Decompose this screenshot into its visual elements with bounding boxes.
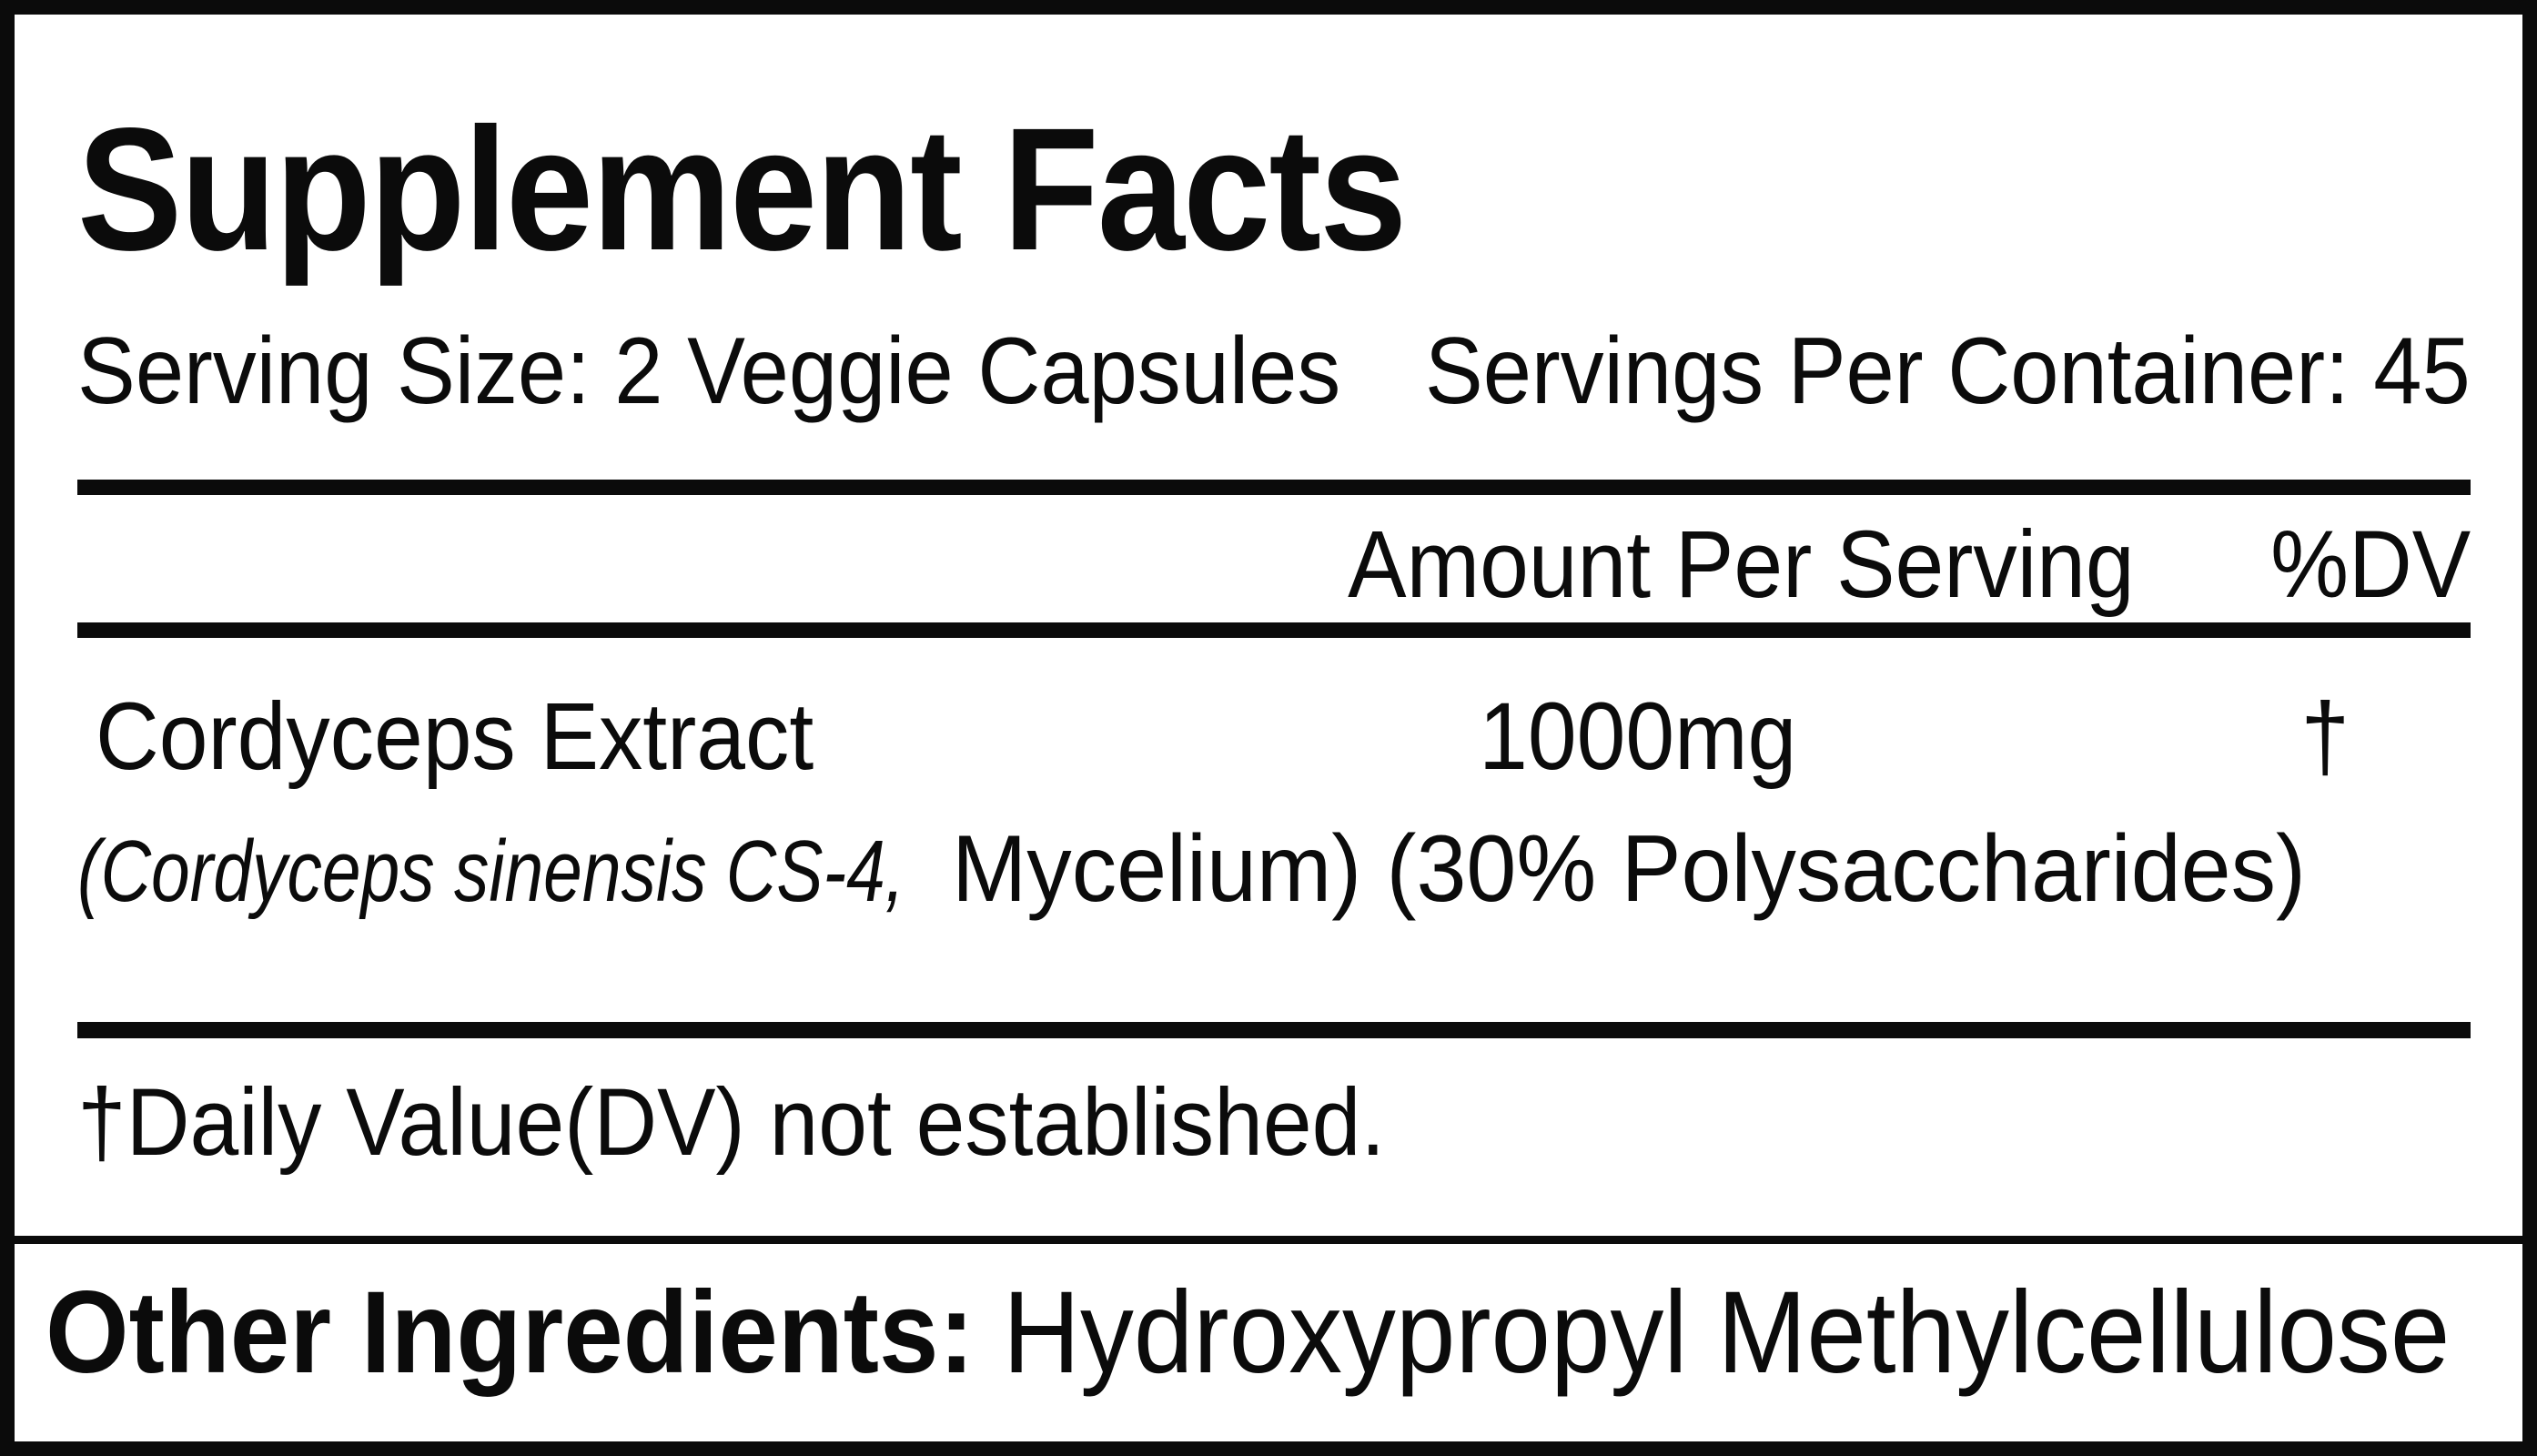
daily-value-footnote bbox=[77, 1069, 1499, 1176]
ingredient-name bbox=[96, 683, 876, 790]
ingredient-name-text: Cordyceps Extract bbox=[96, 683, 814, 790]
servings-per-container bbox=[1334, 318, 2471, 424]
dagger-symbol: † bbox=[2300, 683, 2350, 790]
serving-size bbox=[77, 318, 1450, 424]
ingredient-amount bbox=[1420, 683, 1856, 790]
daily-value-footnote-text: †Daily Value(DV) not established. bbox=[77, 1069, 1386, 1176]
other-ingredients-group bbox=[45, 1268, 2451, 1398]
section-divider bbox=[0, 1236, 2537, 1244]
thick-rule-bottom bbox=[77, 1022, 2471, 1038]
other-ingredients-value: Hydroxypropyl Methylcellulose bbox=[1002, 1268, 2451, 1398]
ingredient-amount-text: 1000mg bbox=[1479, 683, 1797, 790]
other-ingredients-label: Other Ingredients: bbox=[45, 1268, 975, 1398]
other-ingredients-row bbox=[45, 1268, 2537, 1398]
amount-per-serving-header: Amount Per Serving bbox=[1348, 511, 2135, 618]
thick-rule-top bbox=[77, 480, 2471, 495]
servings-per-container-text: Servings Per Container: 45 bbox=[1425, 318, 2471, 424]
page-title-text: Supplement Facts bbox=[77, 91, 1406, 287]
serving-size-text: Serving Size: 2 Veggie Capsules bbox=[77, 318, 1341, 424]
ingredient-detail-text: Mycelium) (30% Polysaccharides) bbox=[952, 816, 2307, 922]
table-header-row bbox=[1279, 511, 2471, 618]
thick-rule-header bbox=[77, 622, 2471, 638]
page-title bbox=[77, 91, 1553, 287]
percent-dv-header: %DV bbox=[2269, 511, 2471, 618]
ingredient-daily-value bbox=[2248, 683, 2402, 790]
ingredient-detail-row bbox=[77, 816, 2378, 922]
ingredient-latin-name: (Cordyceps sinensis CS-4, bbox=[77, 823, 905, 920]
